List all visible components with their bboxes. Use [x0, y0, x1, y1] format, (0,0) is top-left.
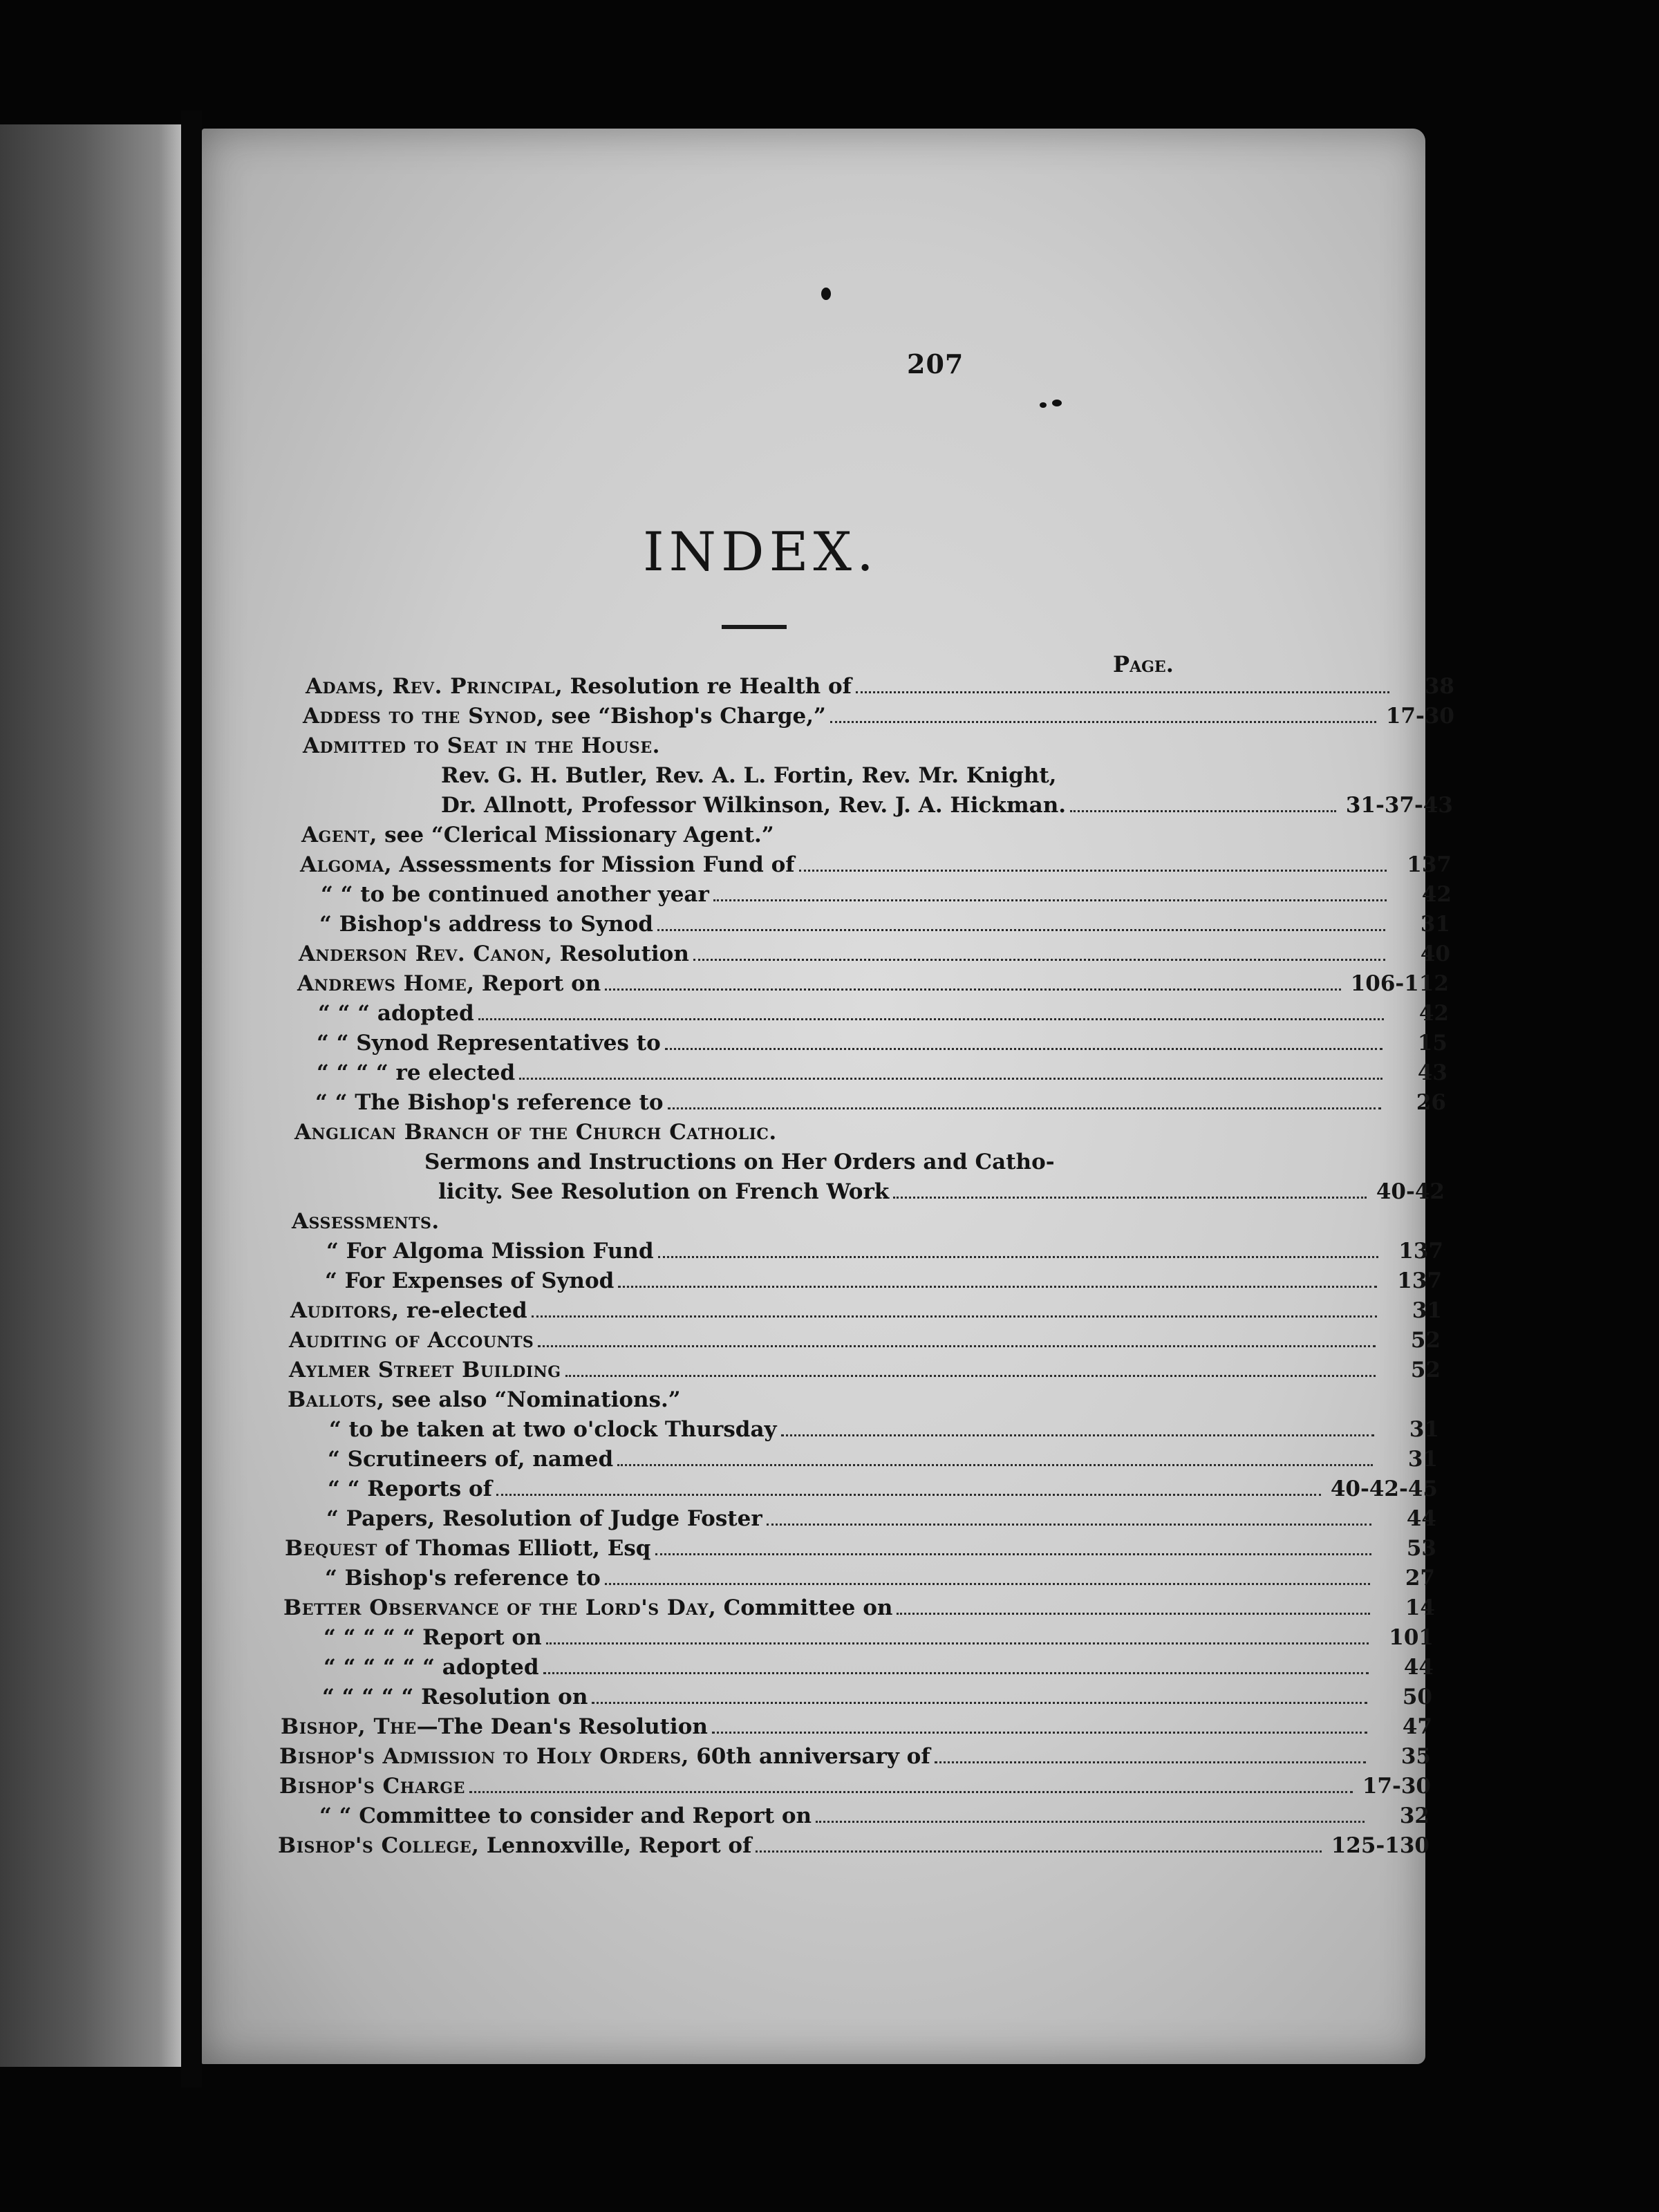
- entry-text: [328, 1474, 492, 1504]
- entry-page-ref: 52: [1410, 1358, 1441, 1382]
- entry-heading: Anderson Rev. Canon: [299, 941, 545, 966]
- entry-detail: “ Bishop's address to Synod: [319, 912, 653, 937]
- index-entry: [202, 1801, 1430, 1831]
- entry-text: [324, 1653, 539, 1683]
- entry-text: [303, 731, 660, 761]
- title-rule: [722, 625, 787, 629]
- index-entry: [202, 1118, 1446, 1147]
- entry-page-ref: 27: [1405, 1566, 1435, 1591]
- entry-page-ref: 31: [1420, 912, 1450, 937]
- index-entry: [202, 1237, 1443, 1266]
- entry-detail: Dr. Allnott, Professor Wilkinson, Rev. J. A. Hickman.: [441, 793, 1067, 818]
- entry-page-ref: 35: [1400, 1744, 1431, 1769]
- entry-text: [289, 1326, 534, 1356]
- index-entry: [202, 821, 1453, 850]
- index-entries: [202, 672, 1454, 1861]
- entry-detail: , 60th anniversary of: [681, 1744, 930, 1769]
- entry-heading: Bishop's Admission to Holy Orders: [279, 1744, 682, 1769]
- dot-leader: [543, 1672, 1369, 1674]
- index-entry: [202, 1742, 1431, 1772]
- index-entry: [202, 1177, 1445, 1207]
- ink-speck: [1040, 402, 1047, 408]
- entry-detail: “ “ “ “ “ Report on: [324, 1625, 542, 1650]
- entry-text: [317, 1058, 515, 1088]
- index-entry: [202, 910, 1450, 939]
- entry-detail: Sermons and Instructions on Her Orders and Catho-: [424, 1150, 1055, 1174]
- entry-page-ref: 125-130: [1331, 1833, 1430, 1858]
- entry-detail: “ Bishop's reference to: [325, 1566, 601, 1591]
- entry-page-ref: 50: [1402, 1685, 1432, 1709]
- entry-text: [279, 1742, 930, 1772]
- entry-detail: , Resolution: [545, 941, 689, 966]
- entry-detail: “ “ Committee to consider and Report on: [319, 1803, 812, 1828]
- entry-page-ref: 38: [1424, 674, 1454, 699]
- entry-text: [289, 1356, 561, 1385]
- entry-text: [292, 1207, 440, 1237]
- entry-text: [290, 1296, 527, 1326]
- entry-text: [303, 702, 826, 731]
- entry-page-ref: 31: [1409, 1417, 1439, 1442]
- entry-text: [278, 1831, 751, 1861]
- entry-detail: “ For Algoma Mission Fund: [326, 1239, 654, 1264]
- index-entry: [202, 1623, 1434, 1653]
- ink-speck: [1052, 400, 1062, 406]
- entry-heading: Bequest: [285, 1536, 377, 1561]
- index-entry: [202, 1653, 1434, 1683]
- index-entry: [202, 731, 1454, 761]
- dot-leader: [693, 959, 1385, 961]
- entry-heading: Better Observance of the Lord's Day: [283, 1595, 709, 1620]
- entry-text: [321, 880, 709, 910]
- index-entry: [202, 999, 1449, 1029]
- entry-heading: Auditors: [290, 1298, 392, 1323]
- entry-text: [301, 821, 774, 850]
- entry-page-ref: 40-42: [1376, 1179, 1445, 1204]
- entry-heading: Aylmer Street Building: [289, 1358, 561, 1382]
- index-entry: [202, 1564, 1435, 1593]
- dot-leader: [617, 1464, 1373, 1466]
- dot-leader: [655, 1553, 1372, 1555]
- entry-text: [283, 1593, 892, 1623]
- entry-heading: Bishop's Charge: [279, 1774, 465, 1799]
- entry-detail: , see “Clerical Missionary Agent.”: [369, 823, 774, 847]
- entry-heading: Ballots: [288, 1387, 377, 1412]
- index-entry: [202, 1147, 1445, 1177]
- entry-page-ref: 137: [1397, 1268, 1442, 1293]
- entry-text: [317, 1029, 661, 1058]
- dot-leader: [756, 1850, 1321, 1853]
- index-entry: [202, 1266, 1442, 1296]
- index-entry: [202, 761, 1454, 791]
- entry-page-ref: 52: [1410, 1328, 1441, 1353]
- entry-heading: Bishop's College: [278, 1833, 472, 1858]
- entry-text: [324, 1623, 542, 1653]
- index-entry: [202, 1356, 1441, 1385]
- index-entry: [202, 1683, 1432, 1712]
- entry-text: [279, 1772, 465, 1801]
- entry-text: [319, 1801, 812, 1831]
- dot-leader: [496, 1494, 1321, 1496]
- index-entry: [202, 1088, 1446, 1118]
- entry-page-ref: 31: [1412, 1298, 1442, 1323]
- entry-text: [319, 910, 653, 939]
- entry-heading: Admitted to Seat in the House.: [303, 733, 660, 758]
- entry-detail: , re-elected: [391, 1298, 527, 1323]
- entry-detail: , Committee on: [709, 1595, 893, 1620]
- entry-detail: , Lennoxville, Report of: [471, 1833, 752, 1858]
- entry-page-ref: 42: [1418, 1001, 1449, 1026]
- entry-text: [325, 1266, 614, 1296]
- entry-page-ref: 43: [1417, 1060, 1447, 1085]
- dot-leader: [605, 988, 1340, 991]
- index-entry: [202, 1445, 1438, 1474]
- dot-leader: [935, 1761, 1366, 1763]
- dot-leader: [781, 1434, 1374, 1436]
- index-entry: [202, 1712, 1432, 1742]
- index-entry: [202, 1326, 1441, 1356]
- entry-text: [300, 850, 795, 880]
- entry-detail: licity. See Resolution on French Work: [438, 1179, 890, 1204]
- entry-page-ref: 17-30: [1362, 1774, 1431, 1799]
- index-page: [202, 129, 1454, 2064]
- entry-text: [322, 1683, 588, 1712]
- dot-leader: [657, 929, 1385, 931]
- index-entry: [202, 1058, 1447, 1088]
- index-entry: [202, 672, 1454, 702]
- facing-page-edge: [0, 124, 181, 2067]
- entry-text: [438, 1177, 889, 1207]
- index-entry: [202, 1207, 1443, 1237]
- entry-heading: Anglican Branch of the Church Catholic.: [294, 1120, 777, 1145]
- entry-detail: , Assessments for Mission Fund of: [384, 852, 795, 877]
- entry-page-ref: 31: [1407, 1447, 1438, 1472]
- dot-leader: [713, 899, 1387, 901]
- entry-page-ref: 26: [1416, 1090, 1446, 1115]
- entry-text: [328, 1445, 613, 1474]
- entry-detail: “ Scrutineers of, named: [328, 1447, 614, 1472]
- index-entry: [202, 1029, 1447, 1058]
- entry-page-ref: 137: [1407, 852, 1452, 877]
- index-entry: [202, 702, 1454, 731]
- dot-leader: [665, 1048, 1382, 1050]
- entry-heading: Algoma: [300, 852, 384, 877]
- entry-page-ref: 40: [1420, 941, 1450, 966]
- entry-page-ref: 42: [1421, 882, 1452, 907]
- dot-leader: [767, 1524, 1371, 1526]
- entry-page-ref: 137: [1398, 1239, 1443, 1264]
- page-column-heading: Page.: [1113, 651, 1174, 677]
- entry-text: [325, 1564, 601, 1593]
- index-entry: [202, 791, 1453, 821]
- index-entry: [202, 939, 1450, 969]
- dot-leader: [897, 1613, 1370, 1615]
- entry-text: [424, 1147, 1055, 1177]
- dot-leader: [856, 691, 1389, 693]
- entry-text: [306, 672, 852, 702]
- entry-detail: “ “ The Bishop's reference to: [315, 1090, 664, 1115]
- entry-detail: , Resolution re Health of: [555, 674, 852, 699]
- index-entry: [202, 1772, 1431, 1801]
- entry-text: [318, 999, 474, 1029]
- book-gutter: [181, 111, 202, 2088]
- entry-text: [326, 1237, 654, 1266]
- dot-leader: [816, 1821, 1365, 1823]
- entry-text: [329, 1415, 777, 1445]
- dot-leader: [830, 721, 1376, 723]
- dot-leader: [519, 1078, 1382, 1080]
- index-entry: [202, 850, 1452, 880]
- entry-detail: —The Dean's Resolution: [416, 1714, 708, 1739]
- dot-leader: [605, 1583, 1370, 1585]
- entry-page-ref: 44: [1403, 1655, 1434, 1680]
- dot-leader: [592, 1702, 1367, 1704]
- entry-page-ref: 47: [1402, 1714, 1432, 1739]
- entry-text: [281, 1712, 708, 1742]
- index-entry: [202, 1593, 1435, 1623]
- entry-text: [288, 1385, 681, 1415]
- dot-leader: [799, 870, 1387, 872]
- entry-page-ref: 53: [1406, 1536, 1436, 1561]
- dot-leader: [1070, 810, 1336, 812]
- entry-heading: Assessments.: [292, 1209, 440, 1234]
- dot-leader: [478, 1018, 1384, 1020]
- entry-detail: “ Papers, Resolution of Judge Foster: [326, 1506, 762, 1531]
- entry-detail: “ “ “ “ “ Resolution on: [322, 1685, 588, 1709]
- entry-text: [299, 939, 689, 969]
- entry-page-ref: 101: [1389, 1625, 1434, 1650]
- entry-text: [441, 761, 1056, 791]
- entry-page-ref: 17-30: [1385, 704, 1454, 729]
- entry-heading: Andrews Home: [297, 971, 467, 996]
- dot-leader: [668, 1107, 1381, 1109]
- entry-page-ref: 44: [1406, 1506, 1436, 1531]
- dot-leader: [532, 1315, 1377, 1318]
- index-entry: [202, 1296, 1442, 1326]
- entry-heading: Agent: [301, 823, 370, 847]
- index-title: INDEX.: [643, 521, 879, 583]
- entry-text: [315, 1088, 664, 1118]
- entry-detail: “ “ “ adopted: [318, 1001, 474, 1026]
- index-entry: [202, 969, 1449, 999]
- dot-leader: [538, 1345, 1376, 1347]
- entry-detail: “ “ Reports of: [328, 1477, 492, 1501]
- entry-heading: Adams, Rev. Principal: [306, 674, 555, 699]
- entry-page-ref: 31-37-43: [1345, 793, 1453, 818]
- entry-heading: Bishop, The: [281, 1714, 417, 1739]
- entry-heading: Addess to the Synod: [303, 704, 537, 729]
- index-entry: [202, 1534, 1436, 1564]
- entry-text: [326, 1504, 762, 1534]
- entry-detail: “ “ to be continued another year: [321, 882, 709, 907]
- index-entry: [202, 880, 1452, 910]
- entry-text: [441, 791, 1066, 821]
- entry-detail: “ “ Synod Representatives to: [317, 1031, 661, 1056]
- dot-leader: [546, 1642, 1369, 1644]
- ink-speck: [821, 288, 831, 300]
- index-entry: [202, 1504, 1436, 1534]
- entry-text: [294, 1118, 777, 1147]
- index-entry: [202, 1415, 1439, 1445]
- entry-page-ref: 14: [1405, 1595, 1435, 1620]
- entry-page-ref: 32: [1399, 1803, 1430, 1828]
- index-entry: [202, 1474, 1438, 1504]
- dot-leader: [469, 1791, 1353, 1793]
- dot-leader: [618, 1286, 1377, 1288]
- entry-detail: “ For Expenses of Synod: [325, 1268, 615, 1293]
- index-entry: [202, 1385, 1439, 1415]
- entry-page-ref: 40-42-45: [1330, 1477, 1438, 1501]
- entry-heading: Auditing of Accounts: [289, 1328, 534, 1353]
- page-number: 207: [907, 348, 964, 379]
- entry-detail: of Thomas Elliott, Esq: [377, 1536, 651, 1561]
- entry-detail: Rev. G. H. Butler, Rev. A. L. Fortin, Rev. Mr. Knight,: [441, 763, 1057, 788]
- entry-detail: “ “ “ “ re elected: [317, 1060, 516, 1085]
- entry-text: [297, 969, 601, 999]
- entry-detail: , Report on: [467, 971, 601, 996]
- entry-detail: “ “ “ “ “ “ adopted: [324, 1655, 539, 1680]
- entry-page-ref: 15: [1417, 1031, 1447, 1056]
- entry-detail: “ to be taken at two o'clock Thursday: [329, 1417, 777, 1442]
- dot-leader: [658, 1256, 1378, 1258]
- entry-detail: , see “Bishop's Charge,”: [536, 704, 826, 729]
- entry-detail: , see also “Nominations.”: [377, 1387, 681, 1412]
- dot-leader: [565, 1375, 1376, 1377]
- entry-page-ref: 106-112: [1350, 971, 1449, 996]
- index-entry: [202, 1831, 1430, 1861]
- entry-text: [285, 1534, 651, 1564]
- dot-leader: [712, 1732, 1367, 1734]
- dot-leader: [893, 1197, 1367, 1199]
